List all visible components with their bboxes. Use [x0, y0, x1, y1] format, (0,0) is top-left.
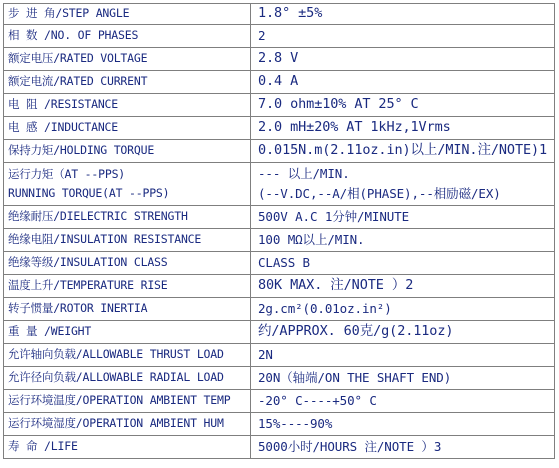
motor-spec-table [3, 3, 555, 459]
param-label-line: 允许轴向负载/ALLOWABLE THRUST LOAD [8, 347, 224, 362]
param-value-line: 7.0 ohm±10% AT 25° C [258, 96, 419, 113]
param-label-line: 运行环境湿度/OPERATION AMBIENT HUM [8, 416, 224, 431]
param-value-line: 15%----90% [258, 415, 333, 431]
spec-row-temperature-rise [4, 275, 555, 298]
param-label [4, 163, 251, 206]
param-label [4, 344, 251, 367]
param-value [251, 94, 555, 117]
param-value [251, 71, 555, 94]
param-value [251, 163, 555, 206]
param-value-line: 500V A.C 1分钟/MINUTE [258, 208, 410, 224]
param-value [251, 4, 555, 25]
spec-table-body [4, 4, 555, 459]
spec-row-phase-count [4, 25, 555, 48]
param-value [251, 390, 555, 413]
param-value-line: 1.8° ±5% [258, 5, 323, 22]
spec-row-life [4, 436, 555, 459]
spec-row-rotor-inertia [4, 298, 555, 321]
param-label [4, 229, 251, 252]
param-label-line: 允许径向负载/ALLOWABLE RADIAL LOAD [8, 370, 224, 385]
param-value [251, 298, 555, 321]
spec-row-running-torque [4, 163, 555, 206]
param-label [4, 436, 251, 459]
param-label [4, 252, 251, 275]
param-value [251, 436, 555, 459]
param-value-line: 2N [258, 346, 273, 362]
param-label [4, 117, 251, 140]
spec-row-dielectric-strength [4, 206, 555, 229]
param-label-line: 保持力矩/HOLDING TORQUE [8, 143, 155, 158]
param-value [251, 344, 555, 367]
spec-row-allowable-radial-load [4, 367, 555, 390]
spec-row-weight [4, 321, 555, 344]
param-label-line: 寿 命 /LIFE [8, 439, 78, 454]
param-label-line: RUNNING TORQUE(AT --PPS) [8, 186, 170, 200]
param-value [251, 252, 555, 275]
param-value [251, 321, 555, 344]
param-label-line: 额定电压/RATED VOLTAGE [8, 51, 148, 66]
param-label-line: 电 感 /INDUCTANCE [8, 120, 119, 135]
param-value-line: 0.4 A [258, 73, 299, 90]
param-value-line: 20N（轴端/ON THE SHAFT END) [258, 369, 452, 385]
spec-row-allowable-thrust-load [4, 344, 555, 367]
spec-row-resistance [4, 94, 555, 117]
param-value-line: 0.015N.m(2.11oz.in)以上/MIN.注/NOTE)1 [258, 142, 548, 159]
param-value [251, 117, 555, 140]
param-label [4, 25, 251, 48]
spec-row-rated-current [4, 71, 555, 94]
param-label-line: 绝缘等级/INSULATION CLASS [8, 255, 168, 270]
spec-row-rated-voltage [4, 48, 555, 71]
param-value-line: 100 MΩ以上/MIN. [258, 231, 365, 247]
param-label [4, 413, 251, 436]
param-label [4, 48, 251, 71]
param-value [251, 229, 555, 252]
param-label [4, 390, 251, 413]
param-label [4, 71, 251, 94]
param-label-line: 电 阻 /RESISTANCE [8, 97, 119, 112]
param-value [251, 206, 555, 229]
param-label [4, 367, 251, 390]
param-value-line: 2 [258, 27, 266, 43]
spec-row-insulation-class [4, 252, 555, 275]
param-label-line: 转子惯量/ROTOR INERTIA [8, 301, 148, 316]
param-label [4, 140, 251, 163]
param-label [4, 275, 251, 298]
spec-row-operation-ambient-temp [4, 390, 555, 413]
param-label-line: 运行力矩（AT --PPS) [8, 166, 126, 181]
param-value-line: 2g.cm²(0.01oz.in²) [258, 300, 392, 316]
param-value-line: 约/APPROX. 60克/g(2.11oz) [258, 323, 454, 340]
param-value [251, 48, 555, 71]
param-label [4, 4, 251, 25]
param-label-line: 温度上升/TEMPERATURE RISE [8, 278, 168, 293]
param-label-line: 运行环境温度/OPERATION AMBIENT TEMP [8, 393, 231, 408]
spec-row-holding-torque [4, 140, 555, 163]
param-value [251, 275, 555, 298]
param-value-line: -20° C----+50° C [258, 392, 377, 408]
param-value [251, 140, 555, 163]
spec-row-insulation-resistance [4, 229, 555, 252]
param-value-line: 2.0 mH±20% AT 1kHz,1Vrms [258, 119, 451, 136]
spec-row-step-angle [4, 4, 555, 25]
param-label [4, 206, 251, 229]
param-value-line: (--V.DC,--A/相(PHASE),--相励磁/EX) [258, 186, 501, 201]
param-label-line: 步 进 角/STEP ANGLE [8, 6, 130, 21]
param-label-line: 绝缘耐压/DIELECTRIC STRENGTH [8, 209, 188, 224]
param-value-line: 5000小时/HOURS 注/NOTE ）3 [258, 438, 442, 454]
param-label [4, 298, 251, 321]
param-label-line: 相 数 /NO. OF PHASES [8, 28, 139, 43]
param-value [251, 25, 555, 48]
param-value-line: 2.8 V [258, 50, 299, 67]
param-label [4, 94, 251, 117]
param-label-line: 额定电流/RATED CURRENT [8, 74, 148, 89]
spec-row-operation-ambient-humidity [4, 413, 555, 436]
param-value-line: 80K MAX. 注/NOTE ）2 [258, 277, 414, 294]
param-value-line: --- 以上/MIN. [258, 165, 350, 181]
spec-row-inductance [4, 117, 555, 140]
param-value [251, 413, 555, 436]
param-label-line: 重 量 /WEIGHT [8, 324, 92, 339]
param-label-line: 绝缘电阻/INSULATION RESISTANCE [8, 232, 202, 247]
param-value [251, 367, 555, 390]
param-label [4, 321, 251, 344]
param-value-line: CLASS B [258, 254, 310, 270]
